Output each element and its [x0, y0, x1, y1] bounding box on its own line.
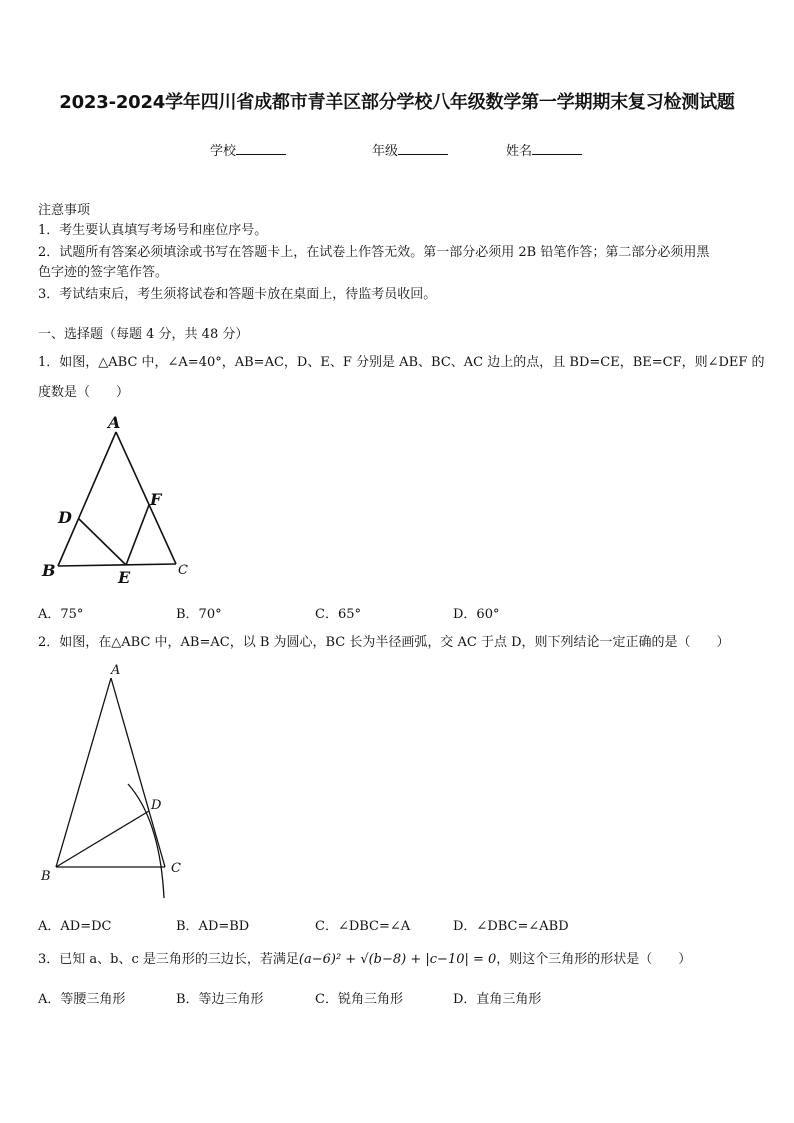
- q3-formula: (a−6)² + √(b−8) + |c−10| = 0: [298, 952, 497, 967]
- q1-label-b: B: [42, 561, 56, 580]
- q3-option-d[interactable]: D．直角三角形: [453, 992, 542, 1007]
- q2-option-c[interactable]: C．∠DBC=∠A: [315, 919, 411, 934]
- page-title: 2023-2024学年四川省成都市青羊区部分学校八年级数学第一学期期末复习检测试题: [59, 92, 735, 113]
- q1-label-e: E: [118, 568, 131, 587]
- grade-label: 年级: [372, 144, 399, 159]
- q2-label-a: A: [111, 663, 121, 678]
- q3-suffix: ，则这个三角形的形状是（ ）: [496, 952, 692, 967]
- name-label: 姓名: [506, 144, 533, 159]
- q2-side-ac: [111, 678, 165, 867]
- q1-label-c: C: [178, 563, 188, 578]
- q2-option-b[interactable]: B．AD=BD: [176, 919, 250, 934]
- q1-segment-de: [79, 519, 126, 565]
- q1-option-d[interactable]: D．60°: [453, 607, 500, 622]
- q1-side-ac: [116, 432, 176, 564]
- q2-option-a[interactable]: A．AD=DC: [38, 919, 112, 934]
- q3-option-b[interactable]: B．等边三角形: [176, 992, 264, 1007]
- notice-heading: 注意事项: [38, 203, 91, 218]
- q2-label-b: B: [41, 869, 51, 884]
- q2-figure: [36, 660, 196, 900]
- school-label: 学校: [210, 144, 237, 159]
- q2-label-c: C: [171, 861, 181, 876]
- q3-option-c[interactable]: C．锐角三角形: [315, 992, 403, 1007]
- q2-stem: 2．如图，在△ABC 中，AB=AC，以 B 为圆心，BC 长为半径画弧，交 AC 于点 D，则下列结论一定正确的是（ ）: [38, 635, 730, 650]
- q1-option-a[interactable]: A．75°: [38, 607, 84, 622]
- notice-item-3: 3．考试结束后，考生须将试卷和答题卡放在桌面上，待监考员收回。: [38, 287, 437, 302]
- school-field[interactable]: [210, 140, 286, 159]
- notice-item-1: 1．考生要认真填写考场号和座位序号。: [38, 223, 268, 238]
- q3-stem: [38, 950, 691, 970]
- q3-option-a[interactable]: A．等腰三角形: [38, 992, 126, 1007]
- q1-stem: 1．如图，△ABC 中，∠A=40°，AB=AC，D、E、F 分别是 AB、BC、AC 边上的点，且 BD=CE，BE=CF，则∠DEF 的: [38, 355, 765, 370]
- q1-option-b[interactable]: B．70°: [176, 607, 222, 622]
- q1-label-a: A: [108, 413, 121, 432]
- notice-item-2: 2．试题所有答案必须填涂或书写在答题卡上，在试卷上作答无效。第一部分必须用 2B 铅笔作答；第二部分必须用黑: [38, 245, 710, 260]
- q1-stem-cont: 度数是（ ）: [38, 385, 130, 400]
- q1-label-f: F: [150, 490, 162, 509]
- q1-label-d: D: [58, 508, 72, 527]
- q2-option-d[interactable]: D．∠DBC=∠ABD: [453, 919, 569, 934]
- q1-side-bc: [58, 564, 176, 566]
- q2-label-d: D: [151, 798, 162, 813]
- q1-option-c[interactable]: C．65°: [315, 607, 361, 622]
- section-heading: 一、选择题（每题 4 分，共 48 分）: [38, 327, 249, 342]
- q1-figure: [36, 410, 206, 590]
- q3-prefix: 3．已知 a、b、c 是三角形的三边长，若满足: [38, 952, 299, 967]
- q1-segment-ef: [126, 505, 149, 565]
- name-field[interactable]: [506, 140, 582, 159]
- grade-field[interactable]: [372, 140, 448, 159]
- notice-item-2-cont: 色字迹的签字笔作答。: [38, 265, 169, 280]
